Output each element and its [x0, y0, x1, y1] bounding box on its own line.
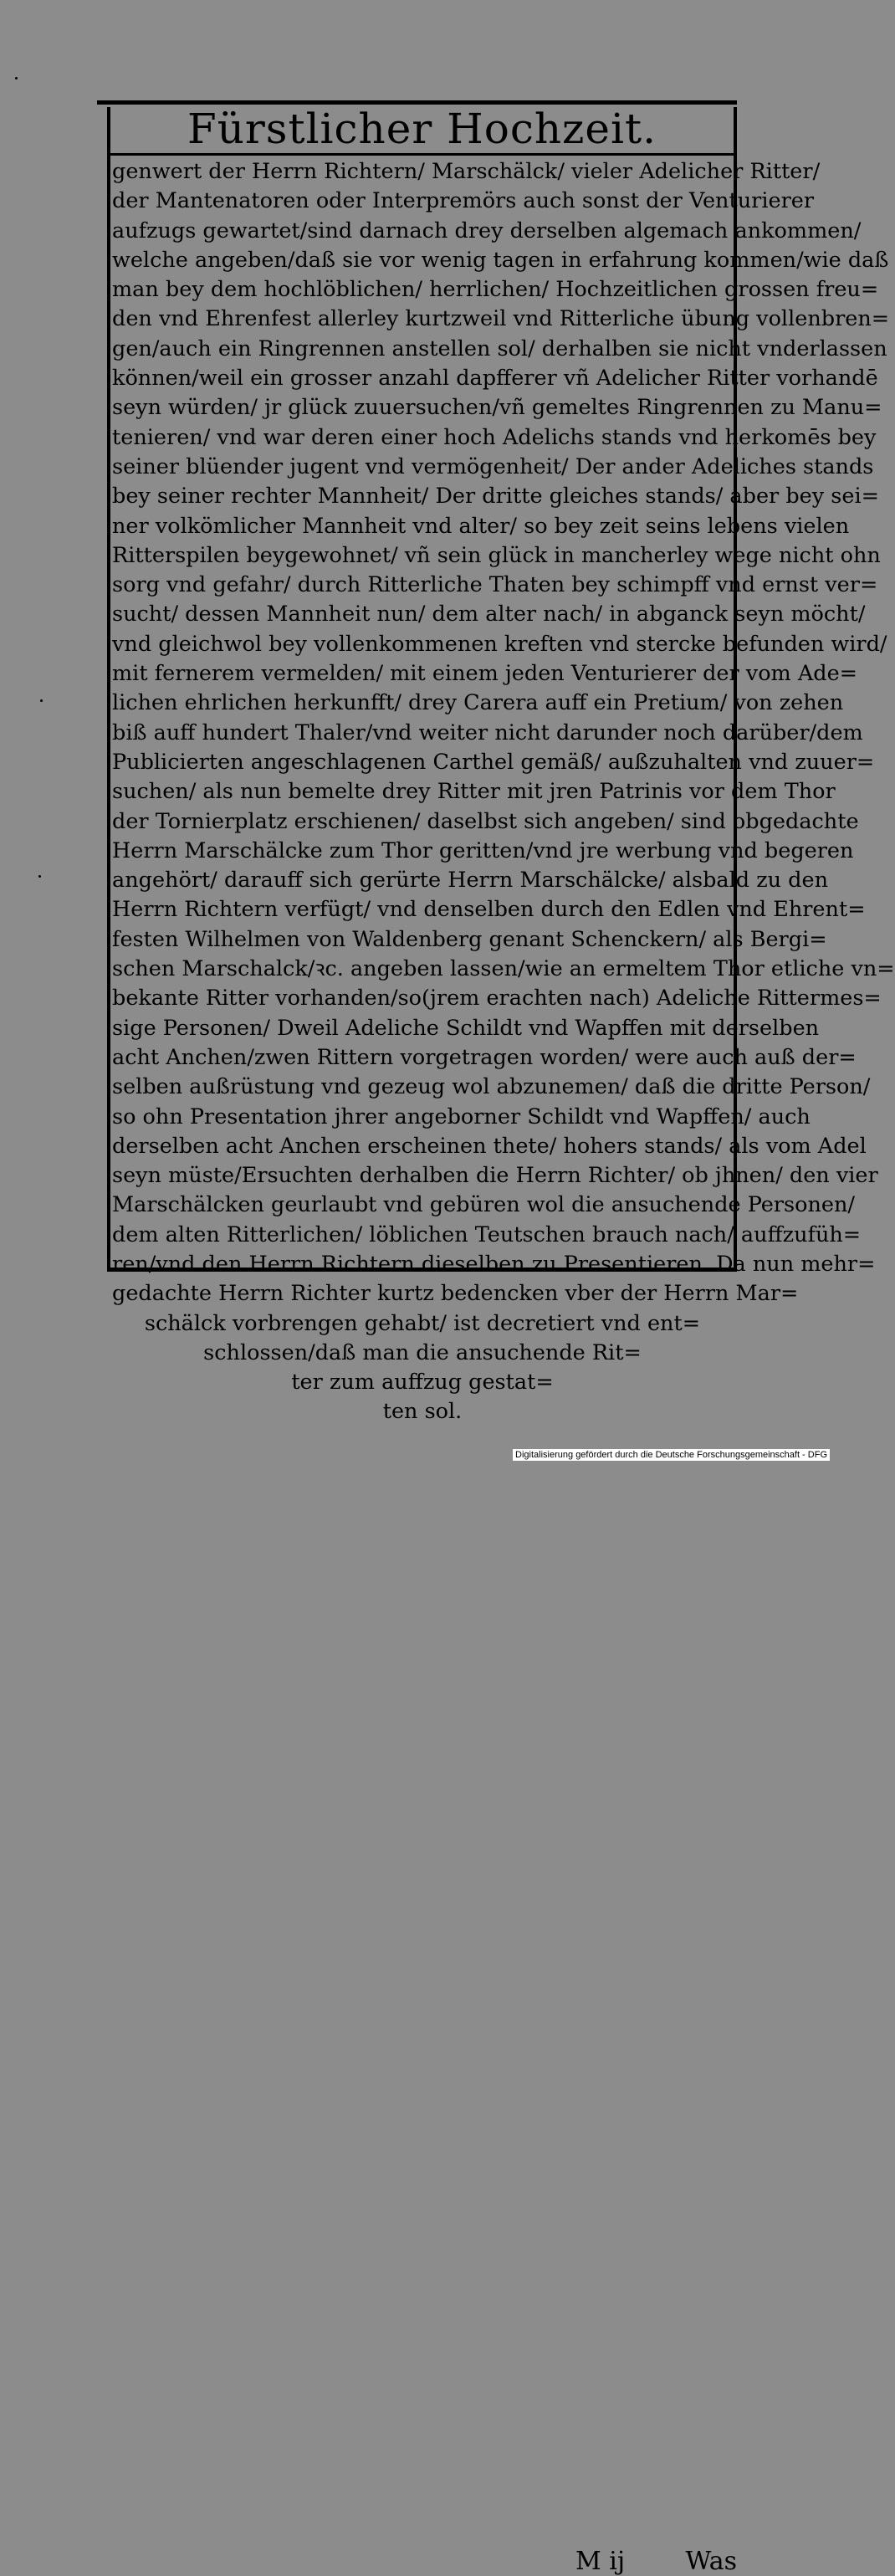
- text-line: können/weil ein grosser anzahl dapfferer vñ Adelicher Ritter vorhandē: [112, 366, 878, 392]
- text-line: gen/auch ein Ringrennen anstellen sol/ derhalben sie nicht vnderlassen: [112, 335, 887, 361]
- text-line: biß auff hundert Thaler/vnd weiter nicht darunder noch darüber/dem: [112, 720, 863, 745]
- text-line: ren/vnd den Herrn Richtern dieselben zu Presentieren. Da nun mehr=: [112, 1251, 876, 1277]
- speck: [38, 875, 41, 878]
- text-line: welche angeben/daß sie vor wenig tagen in erfahrung kommen/wie daß: [112, 247, 889, 273]
- catchword: Was: [685, 2547, 737, 2576]
- digitization-credit: Digitalisierung gefördert durch die Deutsche Forschungsgemeinschaft - DFG: [513, 1449, 830, 1461]
- text-line: sucht/ dessen Mannheit nun/ dem alter nach/ in abganck seyn möcht/: [112, 602, 866, 627]
- text-line: der Mantenatoren oder Interpremörs auch sonst der Venturierer: [112, 188, 815, 214]
- text-line: Herrn Marschälcke zum Thor geritten/vnd jre werbung vnd begeren: [112, 837, 854, 863]
- text-line: seiner blüender jugent vnd vermögenheit/ Der ander Adeliches stands: [112, 453, 874, 479]
- text-line: schälck vorbrengen gehabt/ ist decretiert vnd ent=: [144, 1310, 701, 1336]
- text-line: angehört/ darauff sich gerürte Herrn Marschälcke/ alsbald zu den: [112, 868, 828, 894]
- text-line: schlossen/daß man die ansuchende Rit=: [203, 1339, 642, 1365]
- text-line: derselben acht Anchen erscheinen thete/ hohers stands/ als vom Adel: [112, 1133, 867, 1159]
- text-line: Marschälcken geurlaubt vnd gebüren wol die ansuchende Personen/: [112, 1192, 855, 1218]
- header-rule: [107, 153, 737, 156]
- text-line: man bey dem hochlöblichen/ herrlichen/ Hochzeitlichen grossen freu=: [112, 277, 879, 303]
- text-line: der Tornierplatz erschienen/ daselbst sich angeben/ sind obgedachte: [112, 808, 859, 834]
- speck: [15, 77, 18, 79]
- text-line: acht Anchen/zwen Rittern vorgetragen worden/ were auch auß der=: [112, 1044, 857, 1070]
- text-line: so ohn Presentation jhrer angeborner Schildt vnd Wapffen/ auch: [112, 1104, 811, 1129]
- text-line: suchen/ als nun bemelte drey Ritter mit jren Patrinis vor dem Thor: [112, 779, 836, 805]
- text-line: Publicierten angeschlagenen Carthel gemäß/ außzuhalten vnd zuuer=: [112, 749, 875, 775]
- text-line: tenieren/ vnd war deren einer hoch Adelichs stands vnd herkomēs bey: [112, 424, 877, 450]
- text-line: den vnd Ehrenfest allerley kurtzweil vnd Ritterliche übung vollenbren=: [112, 306, 890, 332]
- speck: [40, 699, 43, 702]
- text-line: ten sol.: [382, 1399, 463, 1425]
- text-line: vnd gleichwol bey vollenkommenen kreften vnd stercke befunden wird/: [112, 631, 887, 657]
- text-line: dem alten Ritterlichen/ löblichen Teutschen brauch nach/ auffzufüh=: [112, 1221, 862, 1247]
- text-line: bekante Ritter vorhanden/so(jrem erachten nach) Adeliche Rittermes=: [112, 986, 882, 1011]
- text-line: Ritterspilen beygewohnet/ vñ sein glück in mancherley wege nicht ohn: [112, 542, 881, 568]
- text-line: sorg vnd gefahr/ durch Ritterliche Thaten bey schimpff vnd ernst ver=: [112, 572, 878, 598]
- text-line: lichen ehrlichen herkunfft/ drey Carera auff ein Pretium/ von zehen: [112, 690, 844, 716]
- text-line: mit fernerem vermelden/ mit einem jeden Venturierer der vom Ade=: [112, 661, 858, 687]
- text-line: ner volkömlicher Mannheit vnd alter/ so bey zeit seins lebens vielen: [112, 513, 850, 539]
- text-line: selben außrüstung vnd gezeug wol abzunemen/ daß die dritte Person/: [112, 1074, 871, 1100]
- body-text: [112, 157, 895, 1427]
- running-head: Fürstlicher Hochzeit.: [187, 105, 657, 153]
- text-line: genwert der Herrn Richtern/ Marschälck/ vieler Adelicher Ritter/: [112, 159, 821, 184]
- text-line: festen Wilhelmen von Waldenberg genant Schenckern/ als Bergi=: [112, 926, 827, 952]
- text-line: ter zum auffzug gestat=: [291, 1370, 554, 1396]
- text-line: Herrn Richtern verfügt/ vnd denselben durch den Edlen vnd Ehrent=: [112, 897, 866, 923]
- signature-mark: M ij: [575, 2547, 626, 2576]
- text-line: seyn würden/ jr glück zuuersuchen/vñ gemeltes Ringrennen zu Manu=: [112, 395, 882, 421]
- text-line: schen Marschalck/ꝛc. angeben lassen/wie an ermeltem Thor etliche vn=: [112, 956, 895, 982]
- text-line: gedachte Herrn Richter kurtz bedencken vber der Herrn Mar=: [112, 1281, 799, 1307]
- text-line: aufzugs gewartet/sind darnach drey derselben algemach ankommen/: [112, 218, 862, 243]
- text-line: sige Personen/ Dweil Adeliche Schildt vnd Wapffen mit derselben: [112, 1015, 820, 1041]
- text-line: bey seiner rechter Mannheit/ Der dritte gleiches stands/ aber bey sei=: [112, 484, 879, 510]
- text-line: seyn müste/Ersuchten derhalben die Herrn Richter/ ob jhnen/ den vier: [112, 1163, 878, 1189]
